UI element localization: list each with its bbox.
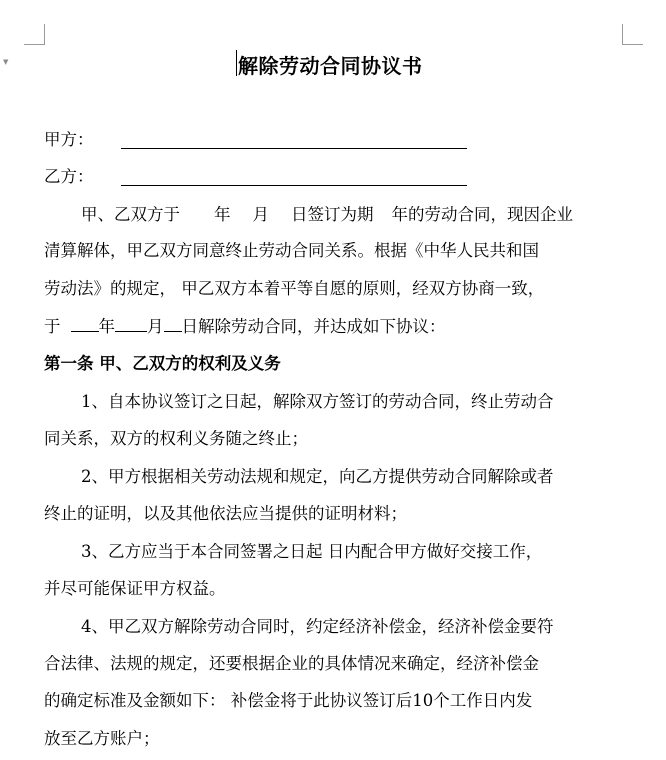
intro-text: 日签订为期: [291, 205, 374, 224]
page-corner-mark-top-left: [24, 24, 45, 45]
party-a-underline[interactable]: [121, 148, 467, 149]
text-cursor: [236, 50, 237, 76]
intro-line-4[interactable]: [44, 315, 446, 338]
date-day-blank[interactable]: [164, 315, 182, 332]
intro-text: 日解除劳动合同，并达成如下协议：: [181, 317, 446, 336]
clause-1-line-2[interactable]: 同关系，双方的权利义务随之终止；: [44, 429, 308, 448]
clause-4-line-1[interactable]: 4、甲乙双方解除劳动合同时，约定经济补偿金，经济补偿金要符: [81, 617, 554, 636]
clause-3-line-1[interactable]: 3、乙方应当于本合同签署之日起 日内配合甲方做好交接工作，: [81, 542, 543, 561]
date-year-blank[interactable]: [71, 315, 99, 332]
intro-text: 月: [252, 205, 269, 224]
intro-line-1[interactable]: [81, 204, 573, 226]
intro-text: 年: [98, 317, 115, 336]
clause-3-line-2[interactable]: 并尽可能保证甲方权益。: [44, 579, 226, 598]
party-a-label[interactable]: 甲方：: [44, 130, 94, 149]
intro-text: 甲、乙双方于: [81, 205, 180, 224]
page-corner-mark-top-right: [622, 24, 643, 45]
clause-2-line-1[interactable]: 2、甲方根据相关劳动法规和规定，向乙方提供劳动合同解除或者: [81, 467, 554, 486]
intro-text: 月: [147, 317, 164, 336]
triangle-down-icon: ▼: [3, 58, 9, 66]
date-month-blank[interactable]: [115, 315, 147, 332]
document-title[interactable]: 解除劳动合同协议书: [238, 54, 423, 78]
article-1-heading[interactable]: 第一条 甲、乙双方的权利及义务: [44, 354, 281, 373]
intro-line-3[interactable]: 劳动法》的规定， 甲乙双方本着平等自愿的原则，经双方协商一致，: [44, 279, 545, 298]
clause-1-line-1[interactable]: 1、自本协议签订之日起，解除双方签订的劳动合同，终止劳动合: [81, 392, 554, 411]
clause-4-line-3[interactable]: 的确定标准及金额如下： 补偿金将于此协议签订后10个工作日内发: [44, 691, 533, 710]
intro-text: 于: [44, 317, 61, 336]
party-b-underline[interactable]: [121, 185, 467, 186]
clause-2-line-2[interactable]: 终止的证明，以及其他依法应当提供的证明材料；: [44, 504, 407, 523]
intro-line-2[interactable]: 清算解体，甲乙双方同意终止劳动合同关系。根据《中华人民共和国: [44, 241, 539, 260]
party-b-label[interactable]: 乙方：: [44, 167, 94, 186]
clause-4-line-4[interactable]: 放至乙方账户；: [44, 729, 160, 748]
intro-text: 年: [214, 205, 231, 224]
intro-text: 年的劳动合同，现因企业: [391, 205, 573, 224]
clause-4-line-2[interactable]: 合法律、法规的规定，还要根据企业的具体情况来确定，经济补偿金: [44, 654, 539, 673]
